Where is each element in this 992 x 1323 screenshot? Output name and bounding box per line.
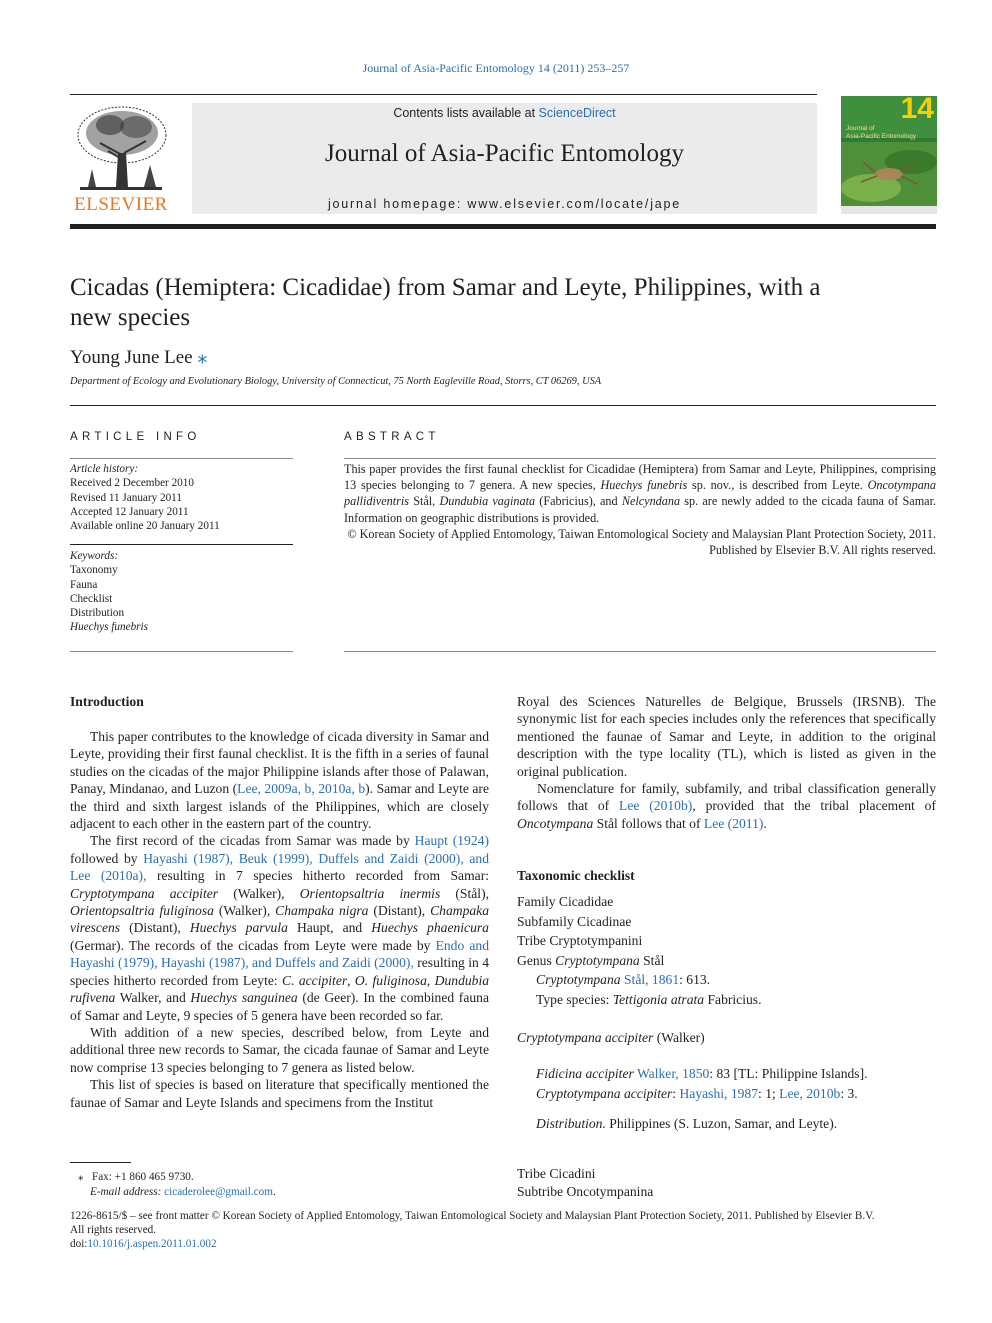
history-label: Article history: [70, 463, 139, 475]
cover-title [846, 125, 916, 141]
abstract-text: sp. nov., is described from Leyte. [687, 478, 868, 493]
author-name: Young June Lee [70, 347, 193, 368]
sciencedirect-link[interactable]: ScienceDirect [538, 106, 616, 120]
species-author: Fabricius. [704, 991, 762, 1007]
genus-name: Cryptotympana [555, 952, 640, 968]
species-name: Huechys sanguinea [190, 990, 298, 1006]
separator: : [672, 1086, 680, 1101]
distribution-line [536, 1115, 936, 1132]
body-text: (Germar). The records of the cicadas from Leyte were made by [70, 937, 436, 953]
body-text: ). Samar and Leyte are the third and sixth largest islands of the Philippines, which are closely adjacent to each other in the eastern part of the country. [70, 781, 489, 832]
species-heading [517, 1029, 936, 1046]
keyword: Distribution [70, 607, 125, 620]
journal-cover-thumbnail[interactable] [841, 96, 937, 214]
body-text: (Distant), [120, 920, 190, 936]
body-text: Walker, and [115, 990, 191, 1006]
introduction-body [70, 728, 489, 1111]
species-name: Dundubia vaginata [439, 494, 536, 509]
footnote-mark: ⁎ [78, 1171, 84, 1183]
body-text: (de Geer). In the combined fauna of Samar and Leyte, 9 species of 5 genera have been recorded so far. [70, 990, 489, 1023]
journal-citation[interactable]: Journal of Asia-Pacific Entomology 14 (2011) 253–257 [362, 61, 630, 75]
keywords [70, 549, 293, 635]
genus-prefix: Genus [517, 952, 556, 968]
history-accepted: Accepted 12 January 2011 [70, 505, 189, 518]
info-bottom-rule [70, 651, 293, 652]
checklist-heading: Taxonomic checklist [517, 868, 635, 883]
introduction-heading: Introduction [70, 694, 144, 709]
citation-link[interactable]: Walker, 1850 [636, 1066, 710, 1081]
intro-paragraph: This list of species is based on literature that specifically mentioned the faunae of Samar and Leyte Islands and specimens from the Institut [70, 1077, 489, 1110]
genus-line [517, 951, 936, 971]
body-text: (Walker), [218, 885, 300, 901]
history-revised: Revised 11 January 2011 [70, 491, 182, 504]
page-ref: : 613. [679, 972, 711, 988]
header-thick-rule [70, 224, 936, 229]
abstract-heading: ABSTRACT [344, 431, 440, 443]
type-label: Type species: [536, 991, 613, 1007]
species-name: Champaka virescens [70, 903, 489, 936]
article-title: Cicadas (Hemiptera: Cicadidae) from Samar and Leyte, Philippines, with a new species [70, 274, 821, 331]
abstract-text: sp. are newly added to the cicada fauna of Samar. Information on geographic distributions is provided. [344, 494, 937, 525]
species-name: O. fuliginosa [354, 972, 427, 988]
citation-link[interactable]: Lee (2010b) [619, 798, 693, 814]
cover-footer [841, 206, 937, 214]
species-name: Nelcyndana [621, 494, 681, 509]
body-text: This paper contributes to the knowledge of cicada diversity in Samar and Leyte, providing their first faunal checklist. It is the fifth in a series of faunal studies on the cicadas of the major Philippine islands after those of Palawan, Panay, Mindanao, and Luzon ( [70, 729, 489, 797]
keyword: Taxonomy [70, 564, 118, 577]
contents-line [192, 106, 817, 120]
email-label: E-mail address: [90, 1186, 165, 1198]
body-text: , [347, 972, 355, 988]
affiliation: Department of Ecology and Evolutionary Biology, University of Connecticut, 75 North Eagleville Road, Storrs, CT 06269, USA [70, 376, 602, 387]
distribution-label: Distribution. [536, 1116, 606, 1131]
genus-name: Oncotympana [517, 815, 594, 831]
body-text: , [426, 972, 435, 988]
email-link[interactable]: cicaderolee@gmail.com [164, 1186, 273, 1198]
methods-body [517, 693, 936, 832]
body-text: (Walker), [213, 903, 276, 919]
abstract-text: Stål, [409, 494, 440, 509]
footnote-rule [70, 1162, 131, 1163]
synonym-entry [536, 1084, 936, 1104]
body-text: The first record of the cicadas from Samar was made by [90, 833, 415, 849]
corresponding-author-mark[interactable]: ⁎ [197, 346, 208, 368]
history-received: Received 2 December 2010 [70, 477, 194, 490]
publisher-wordmark: ELSEVIER [74, 194, 168, 215]
genus-author: Stål [639, 952, 665, 968]
species-author: (Walker) [653, 1030, 705, 1045]
footnote-fax: Fax: +1 860 465 9730. [91, 1171, 194, 1183]
doi-link[interactable]: 10.1016/j.aspen.2011.01.002 [87, 1238, 217, 1251]
front-matter-note [70, 1209, 936, 1252]
species-name: Orientopsaltria fuliginosa [70, 903, 214, 919]
intro-paragraph: With addition of a new species, described below, from Leyte and additional three new records to Samar, the cicada faunae of Samar and Leyte now comprise 13 species belonging to 7 genera as listed below. [70, 1024, 489, 1075]
species-name: Orientopsaltria inermis [299, 885, 441, 901]
species-name: Cryptotympana accipiter [536, 1086, 673, 1101]
body-text: , provided that the tribal placement of [692, 798, 936, 814]
species-name: Fidicina accipiter [536, 1066, 634, 1081]
abstract-text: This paper provides the first faunal checklist for Cicadidae (Hemiptera) from Samar and Leyte, Philippines, comprising 13 species belonging to 7 genera. A new species, [344, 462, 936, 493]
citation-link[interactable]: Lee, 2009a, b, 2010a, b [237, 781, 366, 797]
body-text: (Distant), [368, 903, 431, 919]
citation-link[interactable]: Endo and Hayashi (1979), Hayashi (1987), and Duffels and Zaidi (2000), [70, 937, 489, 971]
species-name: Huechys funebris [600, 478, 688, 493]
species-name: C. accipiter [282, 972, 348, 988]
synonym-entry [536, 1064, 936, 1084]
citation-link[interactable]: Stål, 1861 [623, 972, 680, 988]
family-line: Family Cicadidae [517, 894, 614, 909]
cover-insect-image [841, 142, 937, 206]
abstract-bottom-rule [344, 651, 936, 652]
species-name: Cryptotympana accipiter [517, 1030, 654, 1045]
doi-line [70, 1237, 936, 1251]
species-name: Dundubia rufivena [70, 972, 490, 1006]
abstract-body [344, 461, 936, 558]
body-text: . [763, 815, 767, 831]
cover-volume-number: 14 [900, 96, 934, 125]
page-ref: : 83 [TL: Philippine Islands]. [709, 1066, 868, 1081]
type-species-line [517, 990, 936, 1010]
subtribe-line: Subtribe Oncotympanina [517, 1184, 654, 1200]
body-text: Stål follows that of [593, 815, 704, 831]
synonymy-list [536, 1064, 936, 1104]
body-text: followed by [70, 850, 144, 866]
issn-line: 1226-8615/$ – see front matter © Korean Society of Applied Entomology, Taiwan Entomological Society and Malaysian Plant Protection Society, 2011. Published by Elsevier B.V. [70, 1210, 875, 1222]
citation-link[interactable]: Hayashi, 1987 [679, 1086, 759, 1101]
journal-title: Journal of Asia-Pacific Entomology [325, 140, 684, 167]
body-text: Nomenclature for family, subfamily, and tribal classification generally follows that of [517, 781, 936, 814]
history-online: Available online 20 January 2011 [70, 520, 220, 533]
journal-homepage[interactable]: journal homepage: www.elsevier.com/locate/jape [327, 197, 682, 211]
keyword: Huechys funebris [70, 621, 148, 634]
tribe-line: Tribe Cryptotympanini [517, 933, 643, 949]
genus-synonym [517, 970, 936, 990]
page-ref: : 3. [840, 1086, 858, 1101]
header-rule [70, 94, 817, 95]
next-taxa [517, 1165, 936, 1202]
info-rule [70, 458, 293, 459]
cover-title-line-1: Journal of [846, 125, 875, 132]
contents-prefix: Contents lists available at [393, 106, 539, 120]
tribe-line: Tribe Cicadini [517, 1166, 596, 1181]
body-text: resulting in 7 species hitherto recorded from Samar: [146, 868, 490, 884]
author [70, 344, 207, 369]
citation-link[interactable]: Haupt (1924) [414, 833, 489, 849]
genus-name: Cryptotympana [536, 972, 621, 988]
checklist-taxa [517, 892, 936, 1010]
species-name: Huechys parvula [189, 920, 288, 936]
keywords-label: Keywords: [70, 550, 119, 562]
abstract-text: (Fabricius), and [535, 494, 622, 509]
page-ref: : 1; [758, 1086, 780, 1101]
footnote: ⁎ Fax: +1 860 465 9730. E-mail address: cicaderolee@gmail.com. [78, 1171, 276, 1198]
species-name: Tettigonia atrata [612, 991, 705, 1007]
species-name: Oncotympana pallidiventris [344, 478, 936, 509]
article-info-heading: ARTICLE INFO [70, 431, 201, 443]
species-name: Champaka nigra [275, 903, 369, 919]
body-text: resulting in 4 species hitherto recorded from Leyte: [70, 955, 489, 988]
abstract-rule [344, 458, 936, 459]
title-rule [70, 405, 936, 406]
doi-label: doi: [70, 1238, 88, 1251]
body-text: Haupt, and [287, 920, 372, 936]
species-name: Huechys phaenicura [371, 920, 489, 936]
subfamily-line: Subfamily Cicadinae [517, 913, 632, 929]
citation-link[interactable]: Lee, 2010b [779, 1086, 841, 1101]
citation-link[interactable]: Hayashi (1987), Beuk (1999), Duffels and Zaidi (2000), and Lee (2010a), [70, 850, 490, 884]
body-paragraph: Royal des Sciences Naturelles de Belgique, Brussels (IRSNB). The synonymic list for each species includes only the references that specifically mentioned the faunae of Samar and Leyte, in addition to the original description with the type locality (TL), which is listed as given in the original publication. [517, 694, 936, 779]
keywords-rule [70, 544, 293, 545]
species-name: Cryptotympana accipiter [70, 885, 219, 901]
article-history [70, 462, 293, 533]
cover-title-line-2: Asia-Pacific Entomology [846, 133, 917, 140]
rights-line: All rights reserved. [70, 1224, 157, 1237]
body-text: (Stål), [440, 885, 489, 901]
abstract-copyright: © Korean Society of Applied Entomology, Taiwan Entomological Society and Malaysian Plant Protection Society, 2011. Published by Elsevier B.V. All rights reserved. [347, 526, 936, 558]
citation-link[interactable]: Lee (2011) [703, 815, 764, 831]
distribution-text: Philippines (S. Luzon, Samar, and Leyte). [605, 1116, 838, 1131]
keyword: Fauna [70, 578, 98, 591]
keyword: Checklist [70, 592, 113, 605]
